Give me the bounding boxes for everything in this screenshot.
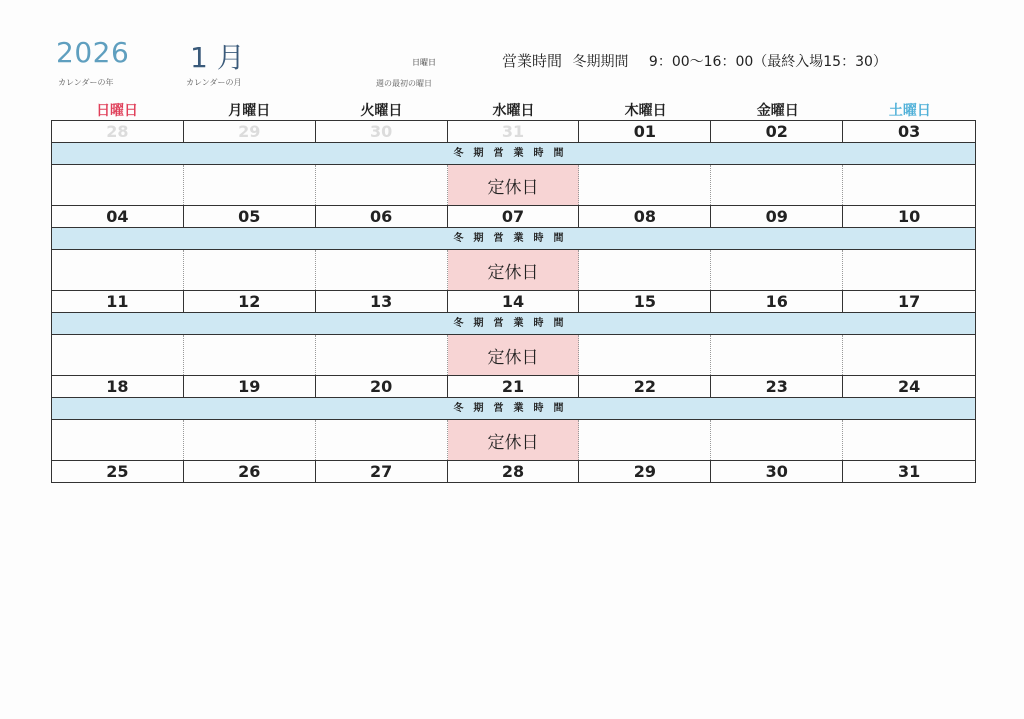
note-cell	[52, 335, 184, 375]
note-cell	[711, 165, 843, 205]
note-cell	[184, 420, 316, 460]
date-cell: 15	[579, 291, 711, 312]
date-row	[52, 376, 975, 397]
date-cell: 30	[711, 461, 843, 482]
weekday-label: 水曜日	[492, 103, 535, 119]
note-cell	[579, 250, 711, 290]
date-cell: 18	[52, 376, 184, 397]
business-hours-season: 冬期期間	[572, 54, 629, 70]
note-cell	[711, 335, 843, 375]
date-cell: 24	[897, 377, 921, 396]
date-cell: 26	[184, 461, 316, 482]
date-cell: 28	[52, 121, 184, 142]
note-cell	[579, 335, 711, 375]
winter-hours-band: 冬期営業時間	[52, 227, 975, 250]
date-cell: 07	[448, 206, 580, 227]
date-cell: 12	[184, 291, 316, 312]
note-cell	[184, 335, 316, 375]
winter-hours-band: 冬期営業時間	[52, 397, 975, 420]
date-cell: 10	[897, 207, 921, 226]
date-cell: 13	[316, 291, 448, 312]
note-cell	[316, 250, 448, 290]
calendar	[51, 102, 976, 483]
note-row	[52, 335, 975, 376]
date-cell: 19	[184, 376, 316, 397]
date-cell: 17	[897, 292, 921, 311]
date-cell: 31	[448, 121, 580, 142]
date-cell: 25	[52, 461, 184, 482]
date-cell: 11	[52, 291, 184, 312]
note-cell	[711, 250, 843, 290]
business-hours	[502, 50, 887, 71]
date-cell: 16	[711, 291, 843, 312]
date-cell: 29	[579, 461, 711, 482]
weekday-label: 日曜日	[96, 103, 139, 119]
date-cell: 31	[897, 462, 921, 481]
closed-day-cell: 定休日	[448, 335, 580, 375]
calendar-month: 1 月	[190, 41, 245, 74]
date-cell: 09	[711, 206, 843, 227]
date-cell: 01	[579, 121, 711, 142]
business-hours-title: 営業時間	[502, 52, 563, 70]
week-start-caption: 週の最初の曜日	[376, 79, 432, 88]
note-cell	[316, 420, 448, 460]
weekday-label: 月曜日	[228, 103, 271, 119]
note-cell	[843, 250, 975, 290]
date-cell: 28	[448, 461, 580, 482]
note-cell	[843, 165, 975, 205]
note-cell	[711, 420, 843, 460]
date-cell: 02	[711, 121, 843, 142]
date-cell: 04	[52, 206, 184, 227]
note-cell	[843, 335, 975, 375]
winter-hours-band: 冬期営業時間	[52, 312, 975, 335]
note-cell	[579, 420, 711, 460]
weekday-label: 土曜日	[888, 103, 931, 119]
note-cell	[52, 250, 184, 290]
note-cell	[579, 165, 711, 205]
weekday-label: 金曜日	[756, 103, 799, 119]
note-cell	[184, 250, 316, 290]
note-row	[52, 250, 975, 291]
date-cell: 08	[579, 206, 711, 227]
calendar-year: 2026	[56, 36, 130, 69]
note-cell	[52, 165, 184, 205]
date-cell: 14	[448, 291, 580, 312]
date-cell: 03	[897, 122, 921, 141]
calendar-grid	[51, 120, 976, 483]
date-row	[52, 461, 975, 482]
date-cell: 21	[448, 376, 580, 397]
winter-hours-band: 冬期営業時間	[52, 142, 975, 165]
note-row	[52, 420, 975, 461]
date-row	[52, 291, 975, 312]
calendar-month-caption: カレンダーの月	[186, 78, 242, 87]
date-row	[52, 206, 975, 227]
date-cell: 23	[711, 376, 843, 397]
weekday-label: 木曜日	[624, 103, 667, 119]
note-cell	[843, 420, 975, 460]
closed-day-cell: 定休日	[448, 250, 580, 290]
note-cell	[52, 420, 184, 460]
date-cell: 27	[316, 461, 448, 482]
weekday-header	[51, 102, 976, 120]
week-start-value: 日曜日	[412, 58, 436, 67]
closed-day-cell: 定休日	[448, 420, 580, 460]
note-row	[52, 165, 975, 206]
note-cell	[316, 335, 448, 375]
calendar-year-caption: カレンダーの年	[58, 78, 114, 87]
date-cell: 20	[316, 376, 448, 397]
date-cell: 29	[184, 121, 316, 142]
date-cell: 06	[316, 206, 448, 227]
weekday-label: 火曜日	[360, 103, 403, 119]
date-row	[52, 121, 975, 142]
date-cell: 22	[579, 376, 711, 397]
note-cell	[316, 165, 448, 205]
date-cell: 30	[316, 121, 448, 142]
date-cell: 05	[184, 206, 316, 227]
note-cell	[184, 165, 316, 205]
business-hours-text: 9：00～16：00（最終入場15：30）	[648, 54, 887, 70]
closed-day-cell: 定休日	[448, 165, 580, 205]
